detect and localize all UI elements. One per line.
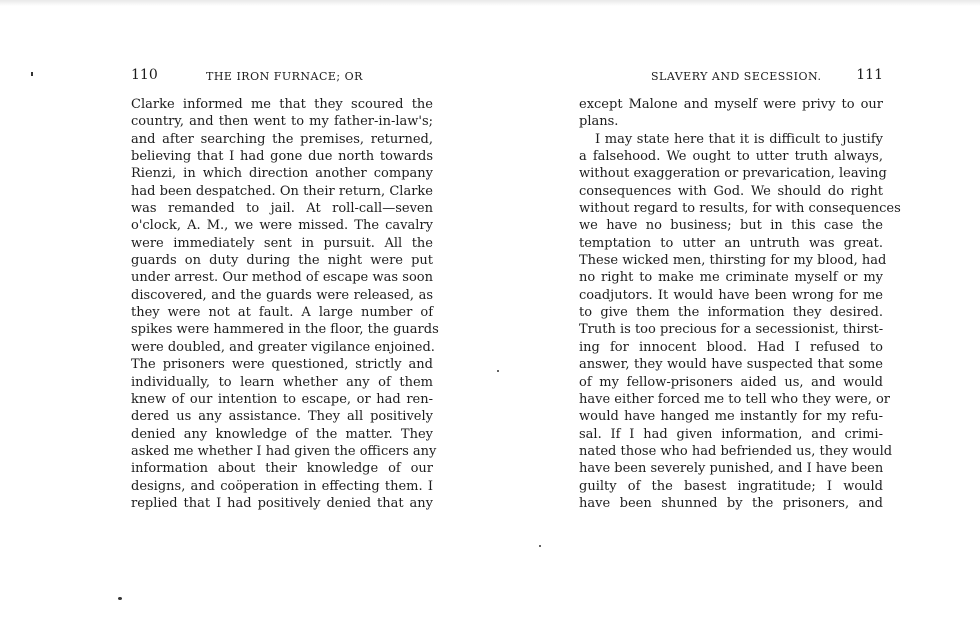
right-page-text — [579, 96, 901, 512]
text-line: have either forced me to tell who they were, or — [579, 391, 891, 407]
text-line: ing for innocent blood. Had I refused to — [579, 339, 883, 355]
text-line: of my fellow-prisoners aided us, and would — [579, 374, 883, 390]
paragraph-start-line: I may state here that it is difficult to justify — [595, 131, 883, 147]
text-line: coadjutors. It would have been wrong for me — [579, 287, 883, 303]
text-line: have been shunned by the prisoners, and — [579, 495, 883, 511]
text-line: were immediately sent in pursuit. All the — [131, 235, 433, 251]
text-line: sal. If I had given information, and crimi- — [579, 426, 883, 442]
scan-speck — [539, 545, 541, 547]
right-running-title: SLAVERY AND SECESSION. — [651, 70, 822, 83]
text-line: Truth is too precious for a secessionist, thirst- — [579, 322, 884, 338]
left-page-text — [131, 96, 439, 512]
text-line: without regard to results, for with consequences — [579, 201, 901, 217]
text-line: except Malone and myself were privy to our — [579, 97, 883, 112]
text-line: o'clock, A. M., we were missed. The cavalry — [131, 218, 433, 234]
text-line: replied that I had positively denied that any — [131, 495, 433, 511]
text-line: under arrest. Our method of escape was soon — [131, 270, 433, 286]
text-line: without exaggeration or prevarication, leaving — [579, 166, 887, 182]
right-page — [579, 67, 901, 512]
text-line: information about their knowledge of our — [131, 461, 433, 477]
text-line: discovered, and the guards were released, as — [131, 287, 433, 303]
text-line: guards on duty during the night were put — [131, 253, 433, 269]
text-line: would have hanged me instantly for my refu- — [579, 409, 883, 425]
text-line: dered us any assistance. They all positively — [131, 409, 433, 425]
text-line: Rienzi, in which direction another company — [131, 166, 433, 182]
right-page-number: 111 — [856, 67, 883, 83]
text-line: and after searching the premises, returned, — [131, 131, 433, 147]
text-line: individually, to learn whether any of them — [131, 374, 433, 390]
text-line: spikes were hammered in the floor, the guards — [131, 322, 439, 338]
left-page — [131, 67, 439, 512]
text-line: plans. — [579, 114, 619, 130]
left-page-number: 110 — [131, 67, 158, 83]
text-line: no right to make me criminate myself or my — [579, 270, 883, 286]
scan-speck — [31, 72, 33, 76]
scan-speck — [497, 370, 499, 372]
text-line: answer, they would have suspected that some — [579, 357, 883, 373]
text-line: These wicked men, thirsting for my blood, had — [579, 253, 887, 269]
text-line: had been despatched. On their return, Clarke — [131, 183, 433, 199]
text-line: a falsehood. We ought to utter truth always, — [579, 149, 883, 165]
text-line: they were not at fault. A large number of — [131, 305, 433, 321]
text-line: asked me whether I had given the officers any — [131, 443, 437, 459]
right-running-head — [579, 68, 883, 88]
text-line: nated those who had befriended us, they would — [579, 443, 893, 459]
text-line: Clarke informed me that they scoured the — [131, 97, 433, 112]
text-line: consequences with God. We should do right — [579, 183, 883, 199]
text-line: temptation to utter an untruth was great. — [579, 235, 883, 251]
text-line: were doubled, and greater vigilance enjoined. — [131, 339, 435, 355]
left-running-title: THE IRON FURNACE; OR — [206, 70, 363, 83]
scan-edge-shadow — [0, 0, 980, 6]
text-line: to give them the information they desired. — [579, 305, 883, 321]
text-line: believing that I had gone due north towards — [131, 149, 433, 165]
text-line: have been severely punished, and I have been — [579, 461, 884, 477]
scan-speck — [118, 597, 122, 600]
text-line: we have no business; but in this case the — [579, 218, 883, 234]
left-running-head — [131, 68, 433, 88]
text-line: guilty of the basest ingratitude; I would — [579, 478, 883, 494]
text-line: The prisoners were questioned, strictly and — [131, 357, 433, 373]
text-line: denied any knowledge of the matter. They — [131, 426, 433, 442]
text-line: country, and then went to my father-in-law's; — [131, 114, 433, 130]
text-line: was remanded to jail. At roll-call—seven — [131, 201, 433, 217]
text-line: designs, and coöperation in effecting them. I — [131, 478, 433, 494]
text-line: knew of our intention to escape, or had ren- — [131, 391, 433, 407]
